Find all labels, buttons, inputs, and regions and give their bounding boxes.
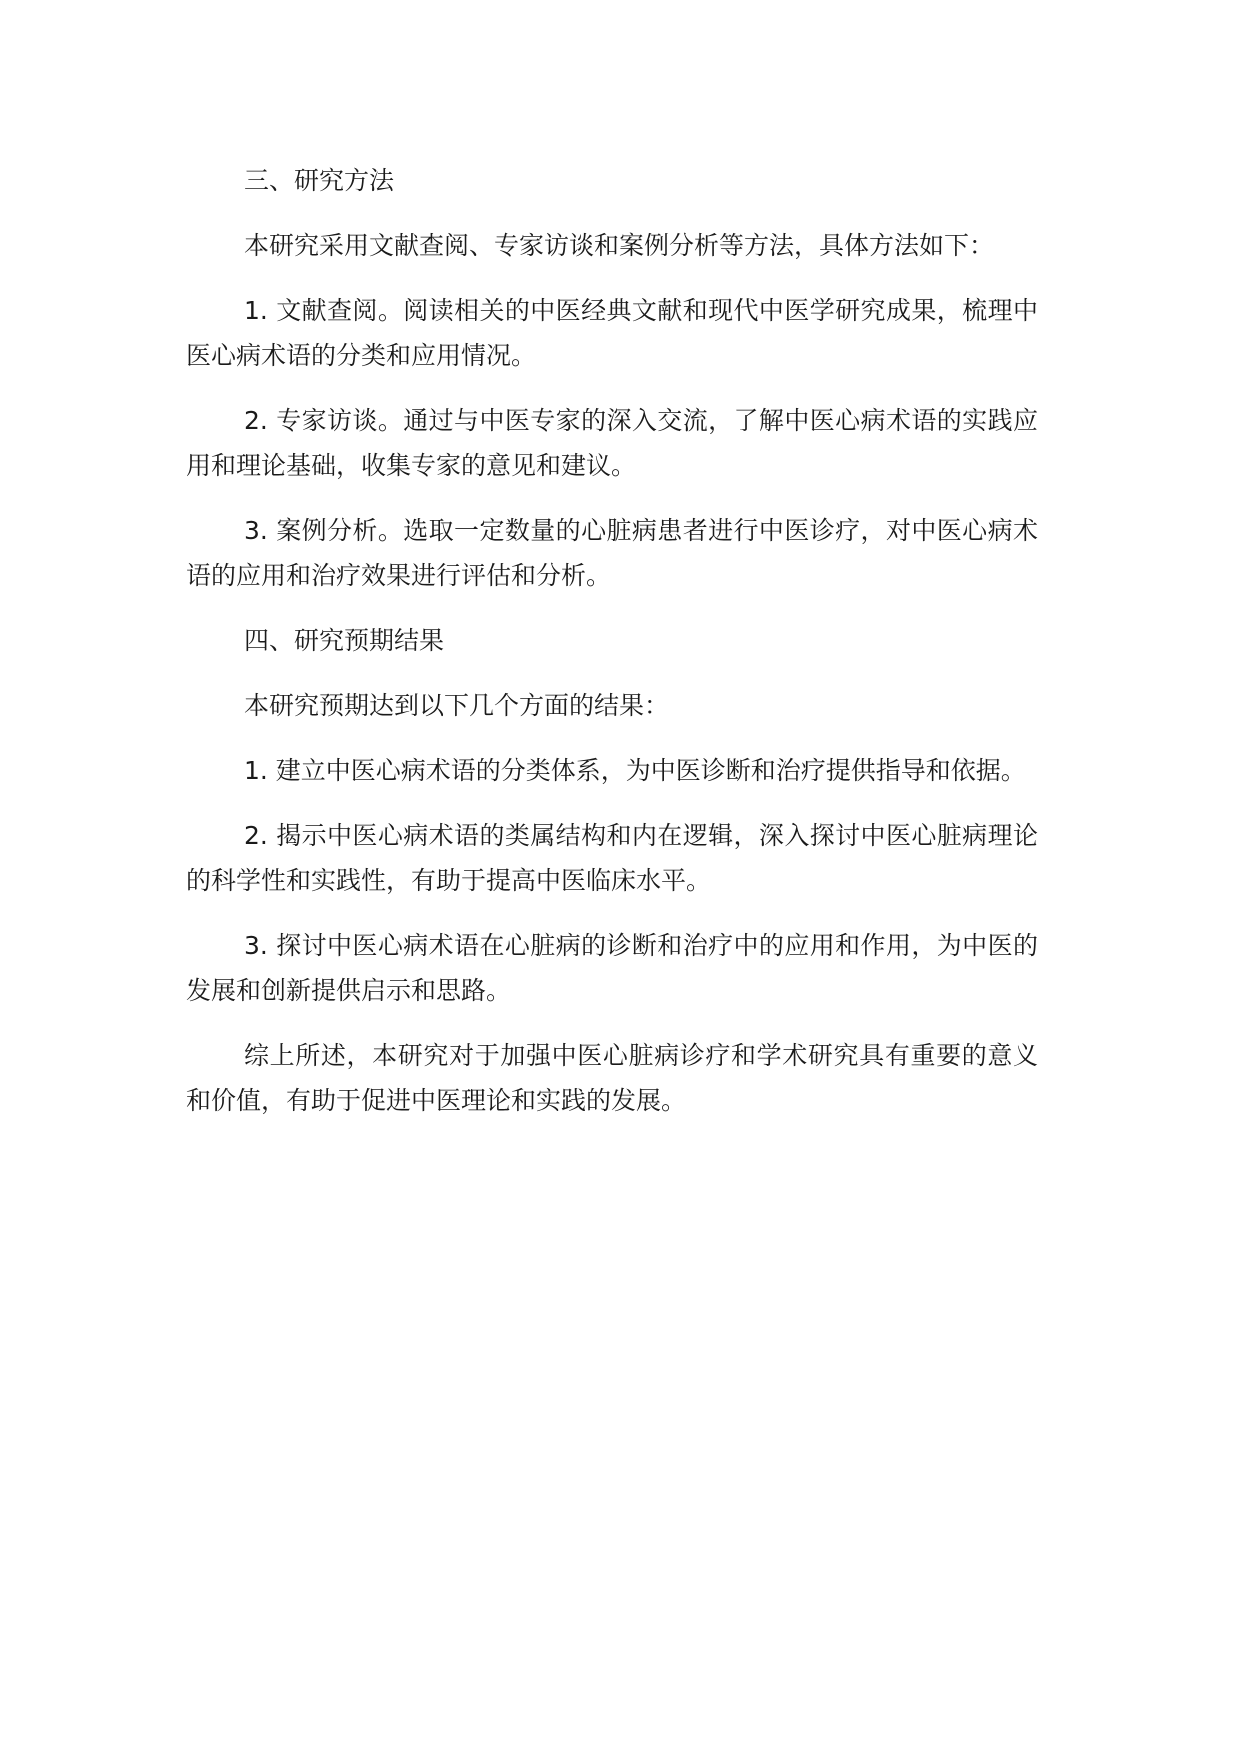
section-heading-methods: 三、研究方法 <box>244 166 395 195</box>
methods-intro-paragraph: 本研究采用文献查阅、专家访谈和案例分析等方法，具体方法如下： <box>244 231 995 260</box>
document-body <box>186 158 1038 1143</box>
methods-item-case-analysis: 3. 案例分析。选取一定数量的心脏病患者进行中医诊疗，对中医心病术语的应用和治疗效果进行评估和分析。 <box>186 516 1038 590</box>
results-intro-paragraph: 本研究预期达到以下几个方面的结果： <box>244 691 670 720</box>
results-item-structure: 2. 揭示中医心病术语的类属结构和内在逻辑，深入探讨中医心脏病理论的科学性和实践性，有助于提高中医临床水平。 <box>186 821 1038 895</box>
results-item-application: 3. 探讨中医心病术语在心脏病的诊断和治疗中的应用和作用，为中医的发展和创新提供启示和思路。 <box>186 931 1038 1005</box>
methods-item-literature: 1. 文献查阅。阅读相关的中医经典文献和现代中医学研究成果，梳理中医心病术语的分类和应用情况。 <box>186 296 1038 370</box>
conclusion-paragraph: 综上所述，本研究对于加强中医心脏病诊疗和学术研究具有重要的意义和价值，有助于促进中医理论和实践的发展。 <box>186 1041 1038 1115</box>
results-item-classification: 1. 建立中医心病术语的分类体系，为中医诊断和治疗提供指导和依据。 <box>244 756 1026 785</box>
section-heading-expected-results: 四、研究预期结果 <box>244 626 445 655</box>
methods-item-interview: 2. 专家访谈。通过与中医专家的深入交流，了解中医心病术语的实践应用和理论基础，收集专家的意见和建议。 <box>186 406 1038 480</box>
